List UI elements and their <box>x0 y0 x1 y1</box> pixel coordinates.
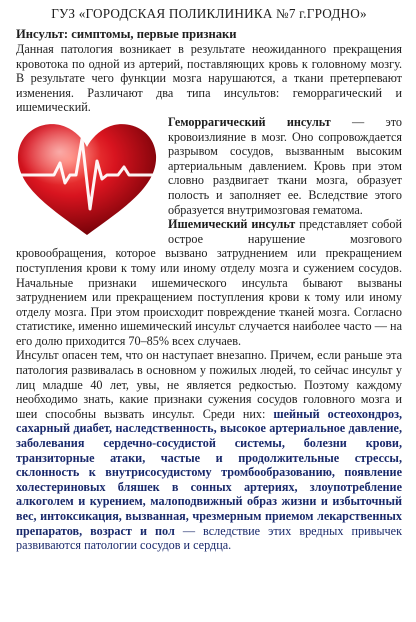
intro-paragraph: Данная патология возникает в результате неожиданного прекращения кровотока по одной из артерий, поставляющих кровь к головному мозгу. В результате чего функции мозга нарушаются, а ткани претерпевают изменения. Различают два типа инсультов: геморрагический и ишемический. <box>16 42 402 115</box>
danger-paragraph <box>16 348 402 552</box>
heart-ecg-illustration <box>12 117 162 239</box>
danger-text: Инсульт опасен тем, что он наступает внезапно. Причем, если раньше эта патология развивалась в основном у пожилых людей, то сейчас инсульт у лиц младше 40 лет, увы, не является редкостью. Поэтому каждому необходимо знать, какие признаки сужения сосудов головного мозга и шеи способны вызвать инсульт. Среди них: <box>16 348 402 421</box>
hemorrhagic-term: Геморрагический инсульт <box>168 114 331 129</box>
section-title: Инсульт: симптомы, первые признаки <box>16 27 237 41</box>
conclusion-text: — вследствие этих вредных привычек развиваются патологии сосудов и сердца. <box>16 523 402 553</box>
ischemic-text: представляет собой острое нарушение мозгового кровообращения, которое вызвано затруднением или прекращением поступления крови к тому или иному отделу мозга и сужением сосудов. Начальные признаки ишемического инсульта бывают вызваны затруднением или прекращением поступления крови к тому или иному отделу мозга. При этом происходит повреждение тканей мозга. Согласно статистике, именно ишемический инсульт случается наиболее часто — на его долю приходится 70–85% всех случаев. <box>16 217 402 348</box>
organization-header: ГУЗ «ГОРОДСКАЯ ПОЛИКЛИНИКА №7 г.ГРОДНО» <box>51 6 367 21</box>
ischemic-term: Ишемический инсульт <box>168 217 296 232</box>
risk-factors-list: шейный остеохондроз, сахарный диабет, наследственность, высокое артериальное давление, заболевания сердечно-сосудистой системы, болезни крови, транзиторные атаки, частые и продолжительные стрессы, склонность к внутрисосудистому тромбообразованию, появление холестериновых бляшек в сонных артериях, злоупотребление алкоголем и курением, малоподвижный образ жизни и избыточный вес, интоксикация, вызванная, чрезмерным приемом лекарственных препаратов, возраст и пол <box>16 406 403 538</box>
hemorrhagic-text: — это кровоизлияние в мозг. Оно сопровождается разрывом сосудов, вызванным высоким артериальным давлением. Кровь при этом словно раздвигает ткани мозга, образует полость и заполняет ее. Вследствие этого образуется внутримозговая гематома. <box>168 114 402 217</box>
